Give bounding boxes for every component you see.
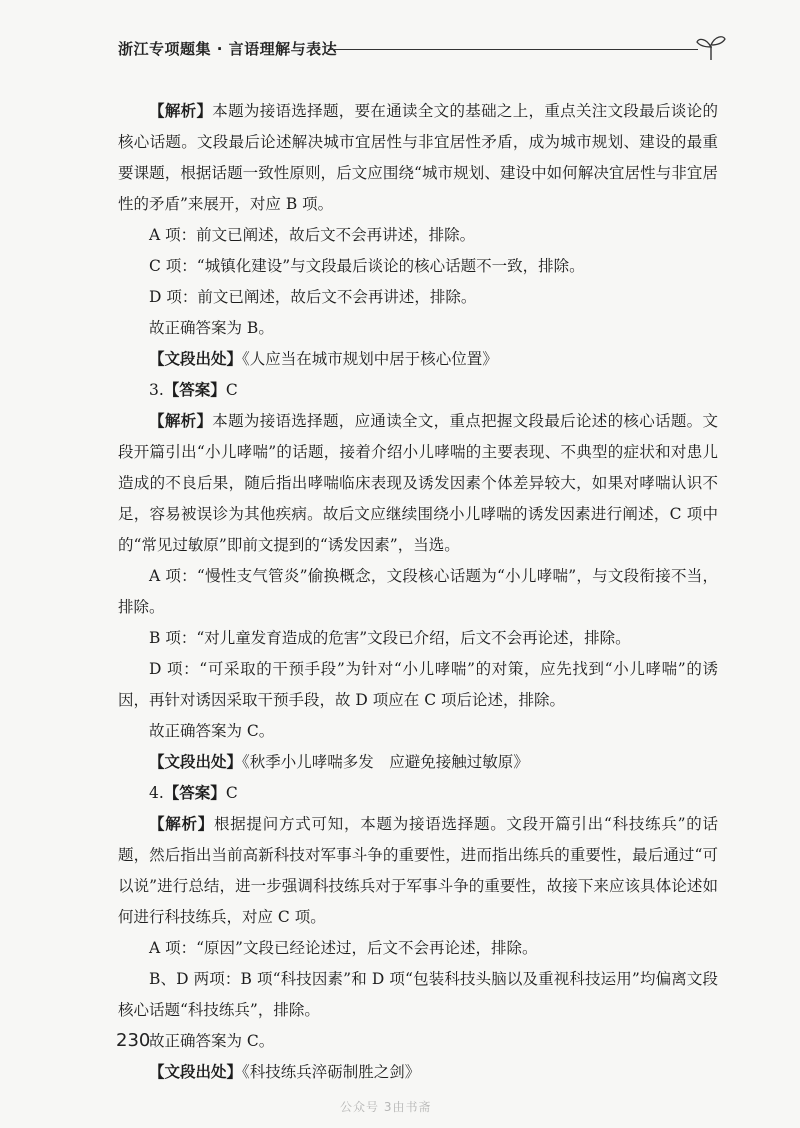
conclusion-line: 故正确答案为 B。 xyxy=(149,319,274,337)
header-title: 浙江专项题集 · 言语理解与表达 xyxy=(118,40,338,58)
source-title: 《科技练兵淬砺制胜之剑》 xyxy=(242,1063,421,1081)
header-rule xyxy=(328,49,698,50)
source-line xyxy=(118,1057,718,1088)
option-line: A 项：“慢性支气管炎”偷换概念，文段核心话题为“小儿哮喘”，与文段衔接不当，排除。 xyxy=(118,567,718,616)
analysis-tag: 【解析】 xyxy=(149,815,214,833)
watermark: 公众号 3由书斋 xyxy=(340,1100,432,1114)
answer-line xyxy=(118,375,718,406)
running-header xyxy=(118,30,728,66)
source-line xyxy=(118,344,718,375)
analysis-text: 本题为接语选择题，要在通读全文的基础之上，重点关注文段最后谈论的核心话题。文段最后论述解决城市宜居性与非宜居性矛盾，成为城市规划、建设的最重要课题，根据话题一致性原则，后文应围绕“城市规划、建设中如何解决宜居性与非宜居性的矛盾”来展开，对应 B 项。 xyxy=(118,102,718,213)
answer-value: C xyxy=(225,784,238,802)
analysis-paragraph xyxy=(118,96,718,220)
answer-line xyxy=(118,778,718,809)
analysis-tag: 【解析】 xyxy=(149,412,213,430)
option-line: B、D 两项：B 项“科技因素”和 D 项“包装科技头脑以及重视科技运用”均偏离文段核心话题“科技练兵”，排除。 xyxy=(118,970,718,1019)
source-tag: 【文段出处】 xyxy=(149,1063,243,1081)
option-line: A 项：“原因”文段已经论述过，后文不会再论述，排除。 xyxy=(149,939,538,957)
source-tag: 【文段出处】 xyxy=(149,350,243,368)
conclusion-line: 故正确答案为 C。 xyxy=(149,722,275,740)
answer-value: C xyxy=(225,381,238,399)
analysis-text: 根据提问方式可知，本题为接语选择题。文段开篇引出“科技练兵”的话题，然后指出当前高新科技对军事斗争的重要性，进而指出练兵的重要性，最后通过“可以说”进行总结，进一步强调科技练兵对于军事斗争的重要性，故接下来应该具体论述如何进行科技练兵，对应 C 项。 xyxy=(118,815,718,926)
option-line: C 项：“城镇化建设”与文段最后谈论的核心话题不一致，排除。 xyxy=(149,257,585,275)
source-line xyxy=(118,747,718,778)
sprout-icon xyxy=(694,30,728,64)
answer-tag: 【答案】 xyxy=(163,381,226,399)
option-line: B 项：“对儿童发育造成的危害”文段已介绍，后文不会再论述，排除。 xyxy=(149,629,631,647)
conclusion-line: 故正确答案为 C。 xyxy=(149,1032,275,1050)
page-content xyxy=(118,96,718,1088)
analysis-text: 本题为接语选择题，应通读全文，重点把握文段最后论述的核心话题。文段开篇引出“小儿哮喘”的话题，接着介绍小儿哮喘的主要表现、不典型的症状和对患儿造成的不良后果，随后指出哮喘临床表现及诱发因素个体差异较大，如果对哮喘认识不足，容易被误诊为其他疾病。故后文应继续围绕小儿哮喘的诱发因素进行阐述，C 项中的“常见过敏原”即前文提到的“诱发因素”，当选。 xyxy=(118,412,718,554)
option-line: D 项：前文已阐述，故后文不会再讲述，排除。 xyxy=(149,288,477,306)
source-tag: 【文段出处】 xyxy=(149,753,243,771)
question-number: 3. xyxy=(149,381,164,399)
analysis-paragraph xyxy=(118,406,718,561)
analysis-paragraph xyxy=(118,809,718,933)
source-title: 《秋季小儿哮喘多发 应避免接触过敏原》 xyxy=(242,753,529,771)
analysis-tag: 【解析】 xyxy=(149,102,213,120)
option-line: A 项：前文已阐述，故后文不会再讲述，排除。 xyxy=(149,226,476,244)
option-line: D 项：“可采取的干预手段”为针对“小儿哮喘”的对策，应先找到“小儿哮喘”的诱因，再针对诱因采取干预手段，故 D 项应在 C 项后论述，排除。 xyxy=(118,660,718,709)
page-number: 230 xyxy=(116,1030,151,1051)
source-title: 《人应当在城市规划中居于核心位置》 xyxy=(242,350,498,368)
question-number: 4. xyxy=(149,784,164,802)
answer-tag: 【答案】 xyxy=(163,784,226,802)
